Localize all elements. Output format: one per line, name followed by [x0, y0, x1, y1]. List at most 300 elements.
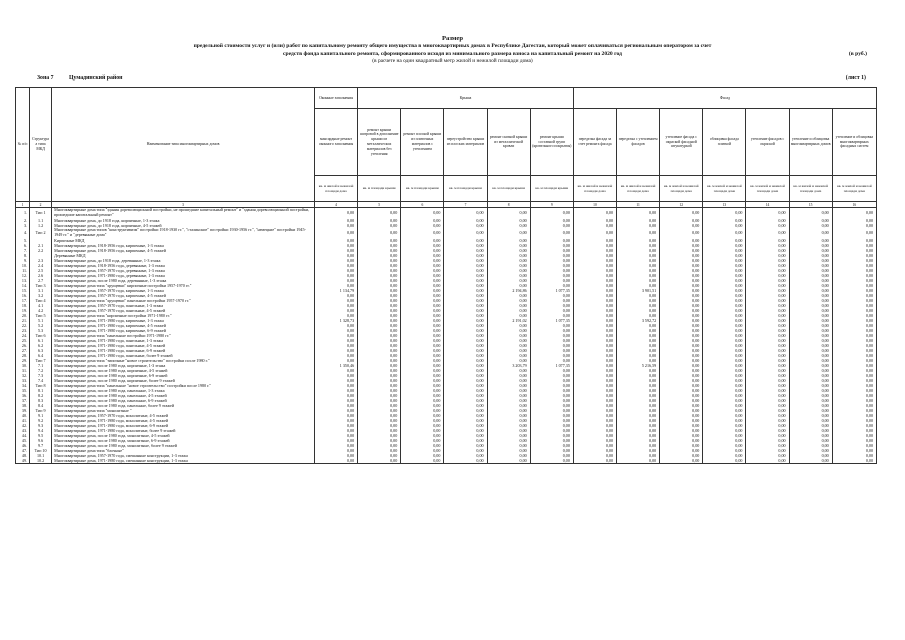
row-price-cell: 0,00 — [530, 458, 573, 464]
row-price-cell: 0,00 — [573, 303, 616, 308]
row-number: 16. — [16, 293, 30, 298]
row-price-cell: 0,00 — [832, 298, 876, 303]
row-price-cell: 0,00 — [617, 393, 660, 398]
row-price-cell: 0,00 — [444, 303, 487, 308]
row-number: 21. — [16, 318, 30, 323]
row-number: 3. — [16, 223, 30, 228]
row-price-cell: 0,00 — [444, 413, 487, 418]
row-price-cell: 0,00 — [530, 263, 573, 268]
unit-header: кв. м жилой и нежилой площади дома — [789, 176, 832, 202]
row-price-cell: 0,00 — [617, 268, 660, 273]
col-header-c12: утепление и облицовка многоквартирных домов — [789, 109, 832, 176]
row-price-cell: 0,00 — [401, 288, 444, 293]
row-price-cell: 0,00 — [487, 303, 530, 308]
row-price-cell: 0,00 — [789, 368, 832, 373]
row-price-cell: 0,00 — [660, 448, 703, 453]
row-price-cell: 0,00 — [530, 238, 573, 243]
row-price-cell: 0,00 — [617, 243, 660, 248]
row-price-cell: 0,00 — [617, 453, 660, 458]
row-price-cell: 0,00 — [358, 283, 401, 288]
row-price-cell: 0,00 — [617, 448, 660, 453]
row-price-cell: 0,00 — [487, 333, 530, 338]
row-price-cell: 0,00 — [487, 438, 530, 443]
row-house-type: Многоквартирные дома, 1918-1956 года, деревянные, 1-3 этажа — [52, 263, 315, 268]
row-price-cell: 0,00 — [401, 278, 444, 283]
row-price-cell: 0,00 — [487, 423, 530, 428]
unit-header: кв. м площади крыши — [358, 176, 401, 202]
row-price-cell: 0,00 — [789, 303, 832, 308]
row-type-code: 6.2 — [30, 343, 52, 348]
row-type-code: 2.4 — [30, 263, 52, 268]
column-number: 16 — [832, 202, 876, 208]
row-type-code: 2.6 — [30, 273, 52, 278]
unit-header: кв. м жилой и нежилой площади дома — [573, 176, 616, 202]
row-price-cell: 0,00 — [444, 383, 487, 388]
row-price-cell: 0,00 — [660, 423, 703, 428]
row-price-cell: 0,00 — [617, 373, 660, 378]
table-row — [16, 228, 877, 238]
col-header-c13: утепление и облицовка многоквартирных фасадных систем — [832, 109, 876, 176]
document-subtitle-line-3: (в расчете на один квадратный метр жилой и нежилой площади дома) — [372, 58, 533, 64]
column-number: 3 — [52, 202, 315, 208]
row-price-cell: 0,00 — [746, 348, 789, 353]
row-price-cell: 0,00 — [703, 388, 746, 393]
row-number: 46. — [16, 443, 30, 448]
row-price-cell: 0,00 — [444, 398, 487, 403]
row-price-cell: 0,00 — [314, 248, 357, 253]
row-price-cell: 0,00 — [358, 368, 401, 373]
col-header-c3: ремонт плоской крыши из плиточных материалов с утеплением — [401, 109, 444, 176]
row-price-cell: 0,00 — [746, 403, 789, 408]
row-price-cell: 0,00 — [660, 353, 703, 358]
row-price-cell: 0,00 — [314, 208, 357, 219]
row-number: 28. — [16, 353, 30, 358]
row-price-cell: 0,00 — [530, 228, 573, 238]
row-house-type: Многоквартирные дома, 1971-1980 года, кирпичные, 6-9 этажей — [52, 328, 315, 333]
row-price-cell: 0,00 — [530, 218, 573, 223]
row-price-cell: 0,00 — [746, 353, 789, 358]
row-price-cell: 0,00 — [358, 393, 401, 398]
row-price-cell: 0,00 — [660, 303, 703, 308]
row-type-code: 2.5 — [30, 268, 52, 273]
row-price-cell: 0,00 — [703, 228, 746, 238]
row-price-cell: 0,00 — [789, 278, 832, 283]
row-number: 19. — [16, 308, 30, 313]
row-type-code: 9.1 — [30, 413, 52, 418]
row-price-cell: 0,00 — [487, 258, 530, 263]
row-price-cell: 0,00 — [617, 293, 660, 298]
row-price-cell: 0,00 — [314, 238, 357, 243]
row-price-cell: 0,00 — [617, 248, 660, 253]
row-house-type: Многоквартирные дома типа "хрущевки" кирпичные постройки 1957-1970 гг." — [52, 283, 315, 288]
row-price-cell: 1 077,35 — [530, 318, 573, 323]
row-price-cell: 0,00 — [660, 243, 703, 248]
row-house-type: Многоквартирные дома типов "конструктивизм" постройки 1918-1930 гг.", "сталинские" постройки 1930-1956 гг.", "немецкие" постройки 1945-1949 гг." и "деревянные дома" — [52, 228, 315, 238]
row-price-cell: 0,00 — [530, 328, 573, 333]
row-price-cell: 0,00 — [573, 403, 616, 408]
row-price-cell: 0,00 — [401, 338, 444, 343]
row-price-cell: 0,00 — [487, 393, 530, 398]
row-price-cell: 0,00 — [703, 278, 746, 283]
row-price-cell: 0,00 — [487, 273, 530, 278]
row-price-cell: 0,00 — [487, 383, 530, 388]
row-type-code: Тип 3 — [30, 283, 52, 288]
row-price-cell: 0,00 — [444, 238, 487, 243]
row-price-cell: 0,00 — [703, 303, 746, 308]
row-price-cell: 0,00 — [444, 308, 487, 313]
row-price-cell: 0,00 — [358, 243, 401, 248]
row-price-cell: 0,00 — [487, 448, 530, 453]
row-price-cell: 0,00 — [358, 308, 401, 313]
row-price-cell: 0,00 — [401, 433, 444, 438]
row-price-cell: 0,00 — [444, 448, 487, 453]
row-price-cell: 0,00 — [789, 323, 832, 328]
row-price-cell: 0,00 — [573, 428, 616, 433]
row-price-cell: 0,00 — [832, 393, 876, 398]
row-price-cell: 0,00 — [617, 388, 660, 393]
row-price-cell: 0,00 — [530, 398, 573, 403]
row-type-code: 1.1 — [30, 218, 52, 223]
row-house-type: Многоквартирные дома типа "типичные "новое строительство" постройки после 1980 г." — [52, 358, 315, 363]
row-price-cell: 0,00 — [487, 278, 530, 283]
row-price-cell: 0,00 — [573, 358, 616, 363]
row-price-cell: 0,00 — [832, 458, 876, 464]
row-price-cell: 0,00 — [573, 283, 616, 288]
row-price-cell: 0,00 — [573, 448, 616, 453]
row-price-cell: 0,00 — [314, 308, 357, 313]
row-price-cell: 0,00 — [573, 318, 616, 323]
row-price-cell: 0,00 — [789, 353, 832, 358]
row-house-type: Многоквартирные дома, после 1980 года, панельные, 1-3 этажа — [52, 388, 315, 393]
row-price-cell: 0,00 — [832, 268, 876, 273]
row-price-cell: 0,00 — [444, 278, 487, 283]
row-house-type: Многоквартирные дома, после 1980 года, монолитные, 4-5 этажей — [52, 433, 315, 438]
district-name: Цумадинский район — [69, 75, 123, 81]
row-price-cell: 0,00 — [358, 388, 401, 393]
row-number: 41. — [16, 418, 30, 423]
row-price-cell: 0,00 — [444, 338, 487, 343]
row-price-cell: 0,00 — [314, 378, 357, 383]
row-price-cell: 0,00 — [703, 393, 746, 398]
column-number: 12 — [660, 202, 703, 208]
row-price-cell: 0,00 — [401, 303, 444, 308]
row-price-cell: 0,00 — [617, 443, 660, 448]
row-price-cell: 0,00 — [660, 428, 703, 433]
row-price-cell: 0,00 — [746, 333, 789, 338]
row-price-cell: 0,00 — [401, 343, 444, 348]
row-price-cell: 0,00 — [660, 338, 703, 343]
row-type-code: 6.3 — [30, 348, 52, 353]
row-price-cell: 0,00 — [530, 323, 573, 328]
row-price-cell: 0,00 — [573, 223, 616, 228]
row-price-cell: 0,00 — [444, 368, 487, 373]
row-type-code: 10.2 — [30, 458, 52, 464]
row-price-cell: 0,00 — [573, 423, 616, 428]
row-type-code: 8.1 — [30, 388, 52, 393]
row-type-code: 4.2 — [30, 308, 52, 313]
row-price-cell: 0,00 — [314, 373, 357, 378]
row-price-cell: 0,00 — [573, 263, 616, 268]
row-price-cell: 0,00 — [703, 438, 746, 443]
row-type-code: 7.3 — [30, 373, 52, 378]
row-house-type: Многоквартирные дома, 1918-1956 года, кирпичные, 1-3 этажа — [52, 243, 315, 248]
row-price-cell: 0,00 — [530, 423, 573, 428]
row-price-cell: 0,00 — [746, 338, 789, 343]
row-number: 22. — [16, 323, 30, 328]
row-type-code: 9.3 — [30, 423, 52, 428]
row-price-cell: 0,00 — [617, 383, 660, 388]
row-price-cell: 0,00 — [530, 303, 573, 308]
col-header-struct: Структура а типа МКД — [30, 88, 52, 202]
row-price-cell: 0,00 — [573, 253, 616, 258]
col-header-c6: ремонт крыши составной групп (кровельного покрытия) — [530, 109, 573, 176]
row-price-cell: 0,00 — [746, 308, 789, 313]
row-number: 49. — [16, 458, 30, 464]
row-price-cell: 0,00 — [832, 338, 876, 343]
row-type-code: 9.2 — [30, 418, 52, 423]
row-price-cell: 0,00 — [530, 273, 573, 278]
row-price-cell: 0,00 — [444, 218, 487, 223]
row-price-cell: 0,00 — [617, 423, 660, 428]
row-price-cell: 0,00 — [660, 363, 703, 368]
row-price-cell: 0,00 — [314, 388, 357, 393]
row-price-cell: 0,00 — [789, 218, 832, 223]
row-price-cell: 0,00 — [660, 373, 703, 378]
row-price-cell: 0,00 — [660, 333, 703, 338]
row-house-type: Многоквартирные дома, после 1980 года, кирпичные, 4-5 этажей — [52, 368, 315, 373]
row-price-cell: 1 077,35 — [530, 288, 573, 293]
row-price-cell: 0,00 — [573, 308, 616, 313]
row-price-cell: 0,00 — [573, 273, 616, 278]
row-price-cell: 0,00 — [660, 223, 703, 228]
row-price-cell: 0,00 — [444, 433, 487, 438]
table-body — [16, 208, 877, 464]
row-number: 37. — [16, 398, 30, 403]
row-price-cell: 0,00 — [703, 433, 746, 438]
row-price-cell: 0,00 — [358, 343, 401, 348]
row-price-cell: 0,00 — [358, 383, 401, 388]
row-price-cell: 0,00 — [660, 298, 703, 303]
row-price-cell: 0,00 — [358, 323, 401, 328]
row-price-cell: 0,00 — [314, 328, 357, 333]
row-price-cell: 0,00 — [444, 328, 487, 333]
row-price-cell: 0,00 — [444, 323, 487, 328]
row-number: 12. — [16, 273, 30, 278]
row-price-cell: 0,00 — [617, 218, 660, 223]
row-price-cell: 0,00 — [746, 268, 789, 273]
row-price-cell: 0,00 — [573, 418, 616, 423]
row-price-cell: 0,00 — [617, 458, 660, 464]
row-price-cell: 0,00 — [444, 283, 487, 288]
document-subtitle-line-1: предельной стоимости услуг и (или) работ по капитальному ремонту общего имущества в многоквартирных домах в Республике Дагестан, который может оплачиваться региональным оператором за счет — [193, 43, 712, 49]
row-price-cell: 0,00 — [832, 378, 876, 383]
row-price-cell: 0,00 — [789, 263, 832, 268]
row-price-cell: 0,00 — [401, 403, 444, 408]
row-price-cell: 0,00 — [573, 258, 616, 263]
row-price-cell: 0,00 — [358, 258, 401, 263]
row-price-cell: 0,00 — [358, 273, 401, 278]
column-number: 15 — [789, 202, 832, 208]
row-price-cell: 0,00 — [660, 208, 703, 219]
row-price-cell: 0,00 — [530, 373, 573, 378]
column-number: 9 — [530, 202, 573, 208]
row-price-cell: 0,00 — [314, 413, 357, 418]
table-header — [16, 88, 877, 208]
row-price-cell: 0,00 — [660, 323, 703, 328]
row-type-code: Тип 10 — [30, 448, 52, 453]
row-price-cell: 0,00 — [617, 353, 660, 358]
row-price-cell: 0,00 — [401, 418, 444, 423]
row-price-cell: 0,00 — [487, 223, 530, 228]
row-price-cell: 0,00 — [703, 263, 746, 268]
row-house-type: Многоквартирные дома, 1957-1970 года, кирпичные, 4-5 этажей — [52, 293, 315, 298]
row-price-cell: 0,00 — [660, 408, 703, 413]
row-number: 33. — [16, 378, 30, 383]
row-price-cell: 0,00 — [660, 458, 703, 464]
row-price-cell: 0,00 — [660, 273, 703, 278]
row-price-cell: 0,00 — [444, 373, 487, 378]
row-price-cell: 0,00 — [832, 453, 876, 458]
unit-header: кв. м жилой и нежилой площади дома — [703, 176, 746, 202]
row-price-cell: 0,00 — [832, 373, 876, 378]
row-house-type: Многоквартирные дома, 1957-1970 года, панельные, 1-3 этажа — [52, 303, 315, 308]
row-price-cell: 0,00 — [358, 298, 401, 303]
row-price-cell: 0,00 — [358, 268, 401, 273]
row-number: 20. — [16, 313, 30, 318]
row-price-cell: 0,00 — [573, 413, 616, 418]
row-price-cell: 0,00 — [358, 278, 401, 283]
row-price-cell: 0,00 — [746, 253, 789, 258]
row-price-cell: 0,00 — [530, 358, 573, 363]
row-price-cell: 0,00 — [358, 353, 401, 358]
row-price-cell: 0,00 — [789, 388, 832, 393]
row-type-code: 9.5 — [30, 433, 52, 438]
row-price-cell: 0,00 — [401, 428, 444, 433]
row-price-cell: 0,00 — [789, 443, 832, 448]
row-price-cell: 0,00 — [401, 228, 444, 238]
row-price-cell: 0,00 — [703, 348, 746, 353]
row-price-cell: 0,00 — [573, 378, 616, 383]
row-price-cell: 0,00 — [314, 358, 357, 363]
row-price-cell: 0,00 — [832, 383, 876, 388]
row-type-code: 3.2 — [30, 293, 52, 298]
row-price-cell: 0,00 — [660, 388, 703, 393]
col-header-c11: утепление фасадов с окраской — [746, 109, 789, 176]
row-price-cell: 0,00 — [832, 418, 876, 423]
row-type-code: Тип 7 — [30, 358, 52, 363]
row-price-cell: 0,00 — [358, 288, 401, 293]
unit-header: кв. м площади крыши — [444, 176, 487, 202]
row-house-type: Многоквартирные дома, 1971-1980 года, кирпичные, 4-5 этажей — [52, 323, 315, 328]
row-price-cell: 0,00 — [487, 353, 530, 358]
row-price-cell: 0,00 — [530, 348, 573, 353]
row-type-code: Тип 8 — [30, 383, 52, 388]
row-price-cell: 0,00 — [314, 393, 357, 398]
row-type-code: 1.2 — [30, 223, 52, 228]
row-price-cell: 0,00 — [487, 388, 530, 393]
row-price-cell: 0,00 — [401, 438, 444, 443]
row-price-cell: 0,00 — [660, 438, 703, 443]
row-type-code: 2.2 — [30, 248, 52, 253]
row-price-cell: 0,00 — [314, 223, 357, 228]
row-price-cell: 0,00 — [832, 228, 876, 238]
row-price-cell: 0,00 — [530, 333, 573, 338]
row-type-code: 2.1 — [30, 243, 52, 248]
row-price-cell: 0,00 — [703, 343, 746, 348]
row-price-cell: 0,00 — [530, 448, 573, 453]
row-price-cell: 0,00 — [617, 378, 660, 383]
row-price-cell: 0,00 — [487, 218, 530, 223]
row-house-type: Многоквартирные дома, 1971-1980 года, панельные, 4-5 этажей — [52, 343, 315, 348]
row-price-cell: 0,00 — [746, 443, 789, 448]
row-price-cell: 0,00 — [487, 313, 530, 318]
row-price-cell: 0,00 — [703, 288, 746, 293]
unit-header: кв. м жилой и нежилой площади дома — [660, 176, 703, 202]
row-number: 36. — [16, 393, 30, 398]
row-price-cell: 0,00 — [832, 408, 876, 413]
row-price-cell: 0,00 — [401, 268, 444, 273]
row-price-cell: 0,00 — [746, 453, 789, 458]
row-price-cell: 0,00 — [358, 378, 401, 383]
row-price-cell: 0,00 — [832, 368, 876, 373]
row-price-cell: 0,00 — [530, 268, 573, 273]
row-price-cell: 0,00 — [832, 303, 876, 308]
unit-header: кв. м площади крыши — [487, 176, 530, 202]
row-price-cell: 0,00 — [314, 383, 357, 388]
row-type-code: 9.4 — [30, 428, 52, 433]
row-price-cell: 0,00 — [832, 243, 876, 248]
zone-label — [37, 75, 137, 81]
row-price-cell: 0,00 — [487, 358, 530, 363]
row-price-cell: 0,00 — [703, 398, 746, 403]
row-price-cell: 0,00 — [358, 228, 401, 238]
col-header-c9: утепление фасада с окраской фасадной штукатуркой — [660, 109, 703, 176]
row-price-cell: 0,00 — [746, 358, 789, 363]
row-price-cell: 0,00 — [703, 423, 746, 428]
row-price-cell: 0,00 — [660, 413, 703, 418]
row-price-cell: 0,00 — [314, 298, 357, 303]
row-price-cell: 0,00 — [444, 408, 487, 413]
row-price-cell: 0,00 — [660, 253, 703, 258]
row-price-cell: 0,00 — [746, 208, 789, 219]
price-table — [15, 87, 877, 464]
row-price-cell: 0,00 — [746, 398, 789, 403]
row-price-cell: 0,00 — [617, 223, 660, 228]
row-number: 11. — [16, 268, 30, 273]
row-house-type: Многоквартирные дома, после 1980 года, кирпичные, 6-9 этажей — [52, 373, 315, 378]
row-price-cell: 0,00 — [660, 378, 703, 383]
row-price-cell: 0,00 — [573, 368, 616, 373]
row-house-type: Многоквартирные дома, после 1980 года, кирпичные, более 9 этажей — [52, 378, 315, 383]
row-price-cell: 0,00 — [314, 408, 357, 413]
row-price-cell: 0,00 — [358, 418, 401, 423]
row-price-cell: 0,00 — [487, 433, 530, 438]
row-number: 47. — [16, 448, 30, 453]
row-price-cell: 0,00 — [358, 453, 401, 458]
row-price-cell: 0,00 — [530, 223, 573, 228]
row-price-cell: 0,00 — [832, 353, 876, 358]
row-price-cell: 1 328,73 — [314, 318, 357, 323]
row-price-cell: 0,00 — [789, 433, 832, 438]
table-row — [16, 458, 877, 464]
row-price-cell: 0,00 — [789, 438, 832, 443]
row-price-cell: 0,00 — [832, 238, 876, 243]
row-price-cell: 0,00 — [617, 338, 660, 343]
row-price-cell: 0,00 — [401, 378, 444, 383]
row-price-cell: 0,00 — [444, 428, 487, 433]
row-price-cell: 0,00 — [358, 358, 401, 363]
col-header-c4: переустройство крыши из плоских материалов — [444, 109, 487, 176]
